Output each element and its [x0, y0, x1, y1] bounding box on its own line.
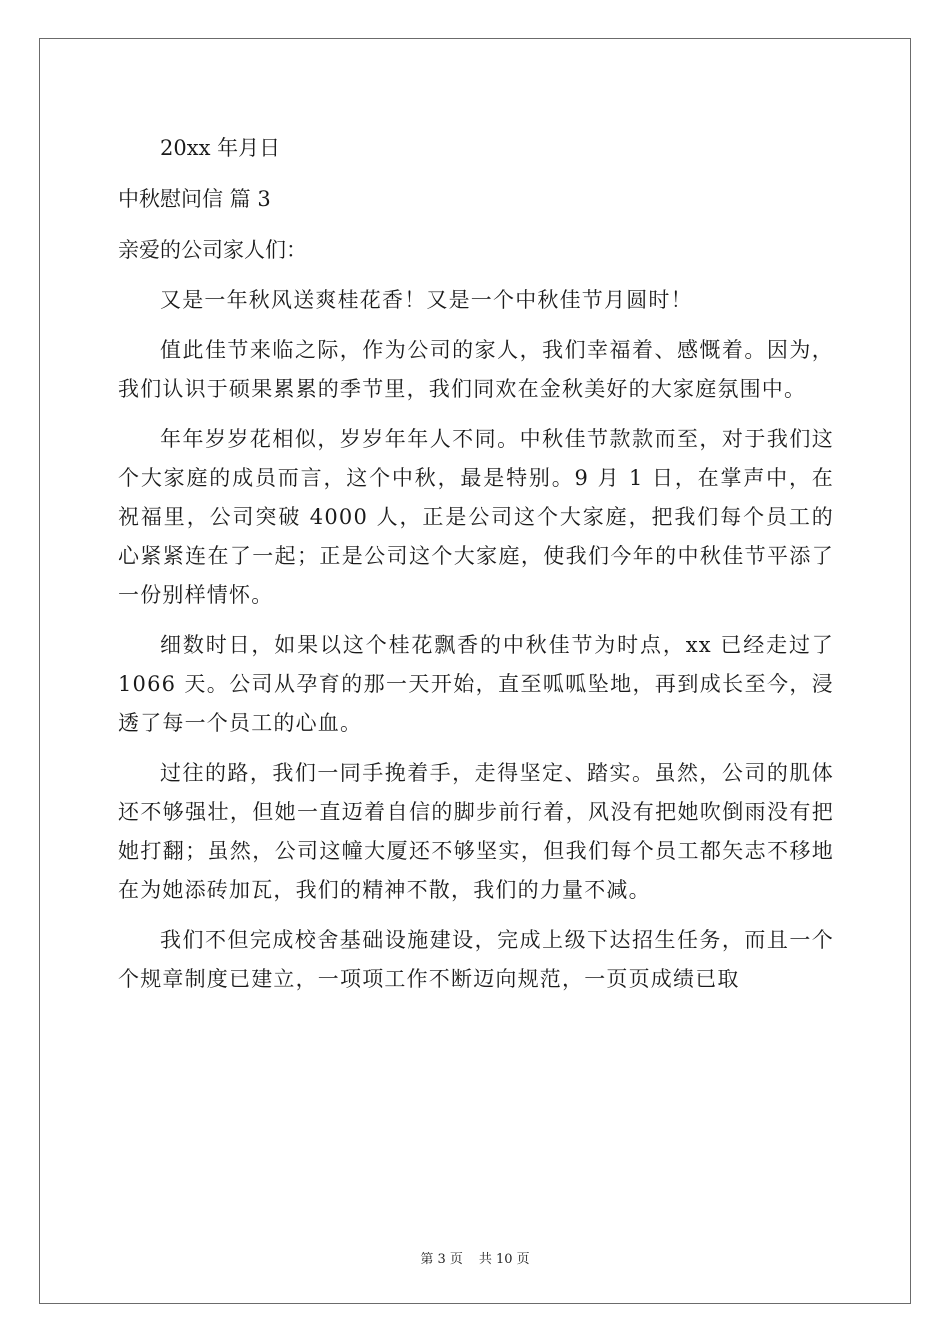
paragraph: 年年岁岁花相似，岁岁年年人不同。中秋佳节款款而至，对于我们这个大家庭的成员而言，这个中秋，最是特别。9 月 1 日，在掌声中，在祝福里，公司突破 4000 人，正是公司这个大家庭，把我们每个员工的心紧紧连在了一起；正是公司这个大家庭，使我们今年的中秋佳节平添了一份别样情怀。 — [118, 427, 834, 607]
page-number: 第 3 页 — [420, 1252, 463, 1267]
paragraph: 我们不但完成校舍基础设施建设，完成上级下达招生任务，而且一个个规章制度已建立，一项项工作不断迈向规范，一页页成绩已取 — [118, 928, 834, 991]
paragraph: 细数时日，如果以这个桂花飘香的中秋佳节为时点，xx 已经走过了 1066 天。公司从孕育的那一天开始，直至呱呱坠地，再到成长至今，浸透了每一个员工的心血。 — [118, 633, 834, 735]
salutation: 亲爱的公司家人们： — [118, 238, 307, 262]
page-total: 共 10 页 — [478, 1252, 530, 1267]
letter-body — [118, 128, 834, 999]
paragraph: 又是一年秋风送爽桂花香！又是一个中秋佳节月圆时！ — [160, 288, 693, 312]
date-line: 20xx 年月日 — [160, 136, 281, 160]
page-footer — [0, 1248, 950, 1267]
paragraph: 过往的路，我们一同手挽着手，走得坚定、踏实。虽然，公司的肌体还不够强壮，但她一直迈着自信的脚步前行着，风没有把她吹倒雨没有把她打翻；虽然，公司这幢大厦还不够坚实，但我们每个员工都矢志不移地在为她添砖加瓦，我们的精神不散，我们的力量不减。 — [118, 761, 834, 902]
letter-heading: 中秋慰问信 篇 3 — [118, 187, 271, 211]
paragraph-group — [118, 281, 834, 999]
paragraph: 值此佳节来临之际，作为公司的家人，我们幸福着、感慨着。因为，我们认识于硕果累累的季节里，我们同欢在金秋美好的大家庭氛围中。 — [118, 338, 834, 401]
